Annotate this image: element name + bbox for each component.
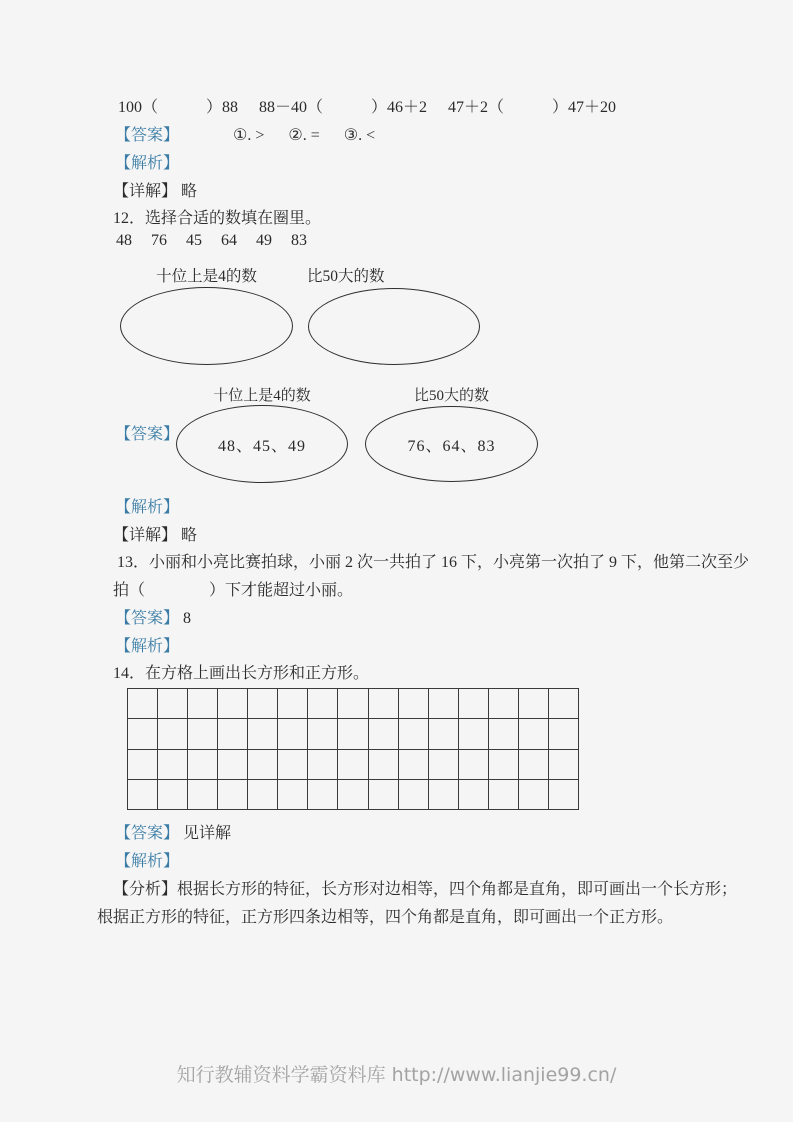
grid-cell[interactable] [128, 719, 158, 749]
grid-cell[interactable] [308, 750, 338, 780]
q14-grid[interactable] [127, 688, 579, 810]
q11-analysis-label: 【解析】 [115, 155, 180, 172]
grid-cell[interactable] [128, 780, 158, 810]
analysis-text: 根据长方形的特征，长方形对边相等，四个角都是直角，即可画出一个长方形； [177, 881, 738, 898]
number-option: 45 [186, 232, 202, 249]
comparison-item: 100（ ）88 [118, 99, 239, 116]
grid-cell[interactable] [399, 719, 429, 749]
comparison-item: 47＋2（ ）47＋20 [448, 99, 617, 116]
grid-cell[interactable] [278, 750, 308, 780]
q11-compare-row [118, 94, 616, 117]
answer-item: ②. = [288, 127, 320, 144]
q12-circle1-label: 十位上是4的数 [156, 268, 257, 285]
q13-text-line1: 13．小丽和小亮比赛拍球，小丽 2 次一共拍了 16 下，小亮第一次拍了 9 下，他第二次至少 [117, 554, 750, 571]
grid-cell[interactable] [429, 689, 459, 719]
grid-cell[interactable] [429, 719, 459, 749]
grid-cell[interactable] [429, 780, 459, 810]
grid-cell[interactable] [399, 689, 429, 719]
grid-cell[interactable] [278, 719, 308, 749]
grid-cell[interactable] [188, 780, 218, 810]
q12-answer-circle1 [176, 405, 348, 483]
grid-cell[interactable] [489, 719, 519, 749]
grid-cell[interactable] [248, 780, 278, 810]
detail-text: 略 [181, 183, 198, 200]
q13-analysis-label: 【解析】 [115, 638, 180, 655]
grid-cell[interactable] [278, 780, 308, 810]
grid-cell[interactable] [519, 750, 549, 780]
grid-cell[interactable] [158, 750, 188, 780]
answer-item: ③. < [343, 127, 376, 144]
grid-cell[interactable] [248, 689, 278, 719]
grid-cell[interactable] [338, 750, 368, 780]
grid-cell[interactable] [128, 689, 158, 719]
grid-cell[interactable] [128, 750, 158, 780]
grid-cell[interactable] [369, 750, 399, 780]
grid-cell[interactable] [489, 750, 519, 780]
answer-item: ①. > [233, 127, 265, 144]
grid-cell[interactable] [519, 780, 549, 810]
grid-cell[interactable] [459, 689, 489, 719]
grid-cell[interactable] [519, 689, 549, 719]
answer-label: 【答案】 [115, 610, 180, 627]
grid-cell[interactable] [188, 719, 218, 749]
grid-cell[interactable] [369, 780, 399, 810]
grid-cell[interactable] [308, 719, 338, 749]
q12-answer-circle2-label: 比50大的数 [413, 388, 489, 404]
q14-analysis-line2: 根据正方形的特征，正方形四条边相等，四个角都是直角，即可画出一个正方形。 [97, 909, 674, 926]
answer-circle2-values: 76、64、83 [407, 437, 496, 455]
number-option: 48 [116, 232, 132, 249]
grid-cell[interactable] [248, 719, 278, 749]
q12-analysis-label: 【解析】 [115, 499, 180, 516]
q13-answer-row [115, 605, 191, 628]
q12-circle2-label: 比50大的数 [307, 268, 385, 285]
grid-cell[interactable] [338, 689, 368, 719]
grid-cell[interactable] [489, 689, 519, 719]
grid-cell[interactable] [218, 780, 248, 810]
grid-cell[interactable] [399, 750, 429, 780]
grid-cell[interactable] [308, 689, 338, 719]
grid-cell[interactable] [549, 719, 579, 749]
grid-cell[interactable] [459, 750, 489, 780]
grid-cell[interactable] [429, 750, 459, 780]
answer-label: 【答案】 [115, 825, 180, 842]
grid-cell[interactable] [278, 689, 308, 719]
detail-text: 略 [181, 527, 198, 544]
answer-label: 【答案】 [115, 127, 180, 144]
q12-empty-circle1[interactable] [120, 287, 293, 365]
page-footer: 知行教辅资料学霸资料库 http://www.lianjie99.cn/ [176, 1064, 617, 1086]
grid-cell[interactable] [519, 719, 549, 749]
grid-cell[interactable] [549, 689, 579, 719]
grid-cell[interactable] [158, 719, 188, 749]
grid-cell[interactable] [308, 780, 338, 810]
answer-value: 见详解 [183, 825, 232, 842]
detail-label: 【详解】 [113, 183, 178, 200]
grid-cell[interactable] [369, 719, 399, 749]
number-option: 64 [221, 232, 237, 249]
grid-cell[interactable] [489, 780, 519, 810]
grid-cell[interactable] [459, 780, 489, 810]
grid-cell[interactable] [248, 750, 278, 780]
grid-cell[interactable] [188, 750, 218, 780]
grid-cell[interactable] [399, 780, 429, 810]
answer-value: 8 [183, 610, 192, 627]
grid-cell[interactable] [158, 689, 188, 719]
number-option: 83 [291, 232, 307, 249]
q14-answer-row [115, 820, 231, 843]
grid-cell[interactable] [549, 750, 579, 780]
q12-detail-row [113, 522, 197, 545]
q12-title: 12．选择合适的数填在圈里。 [113, 210, 322, 227]
grid-cell[interactable] [338, 719, 368, 749]
grid-cell[interactable] [369, 689, 399, 719]
q14-analysis-line1 [113, 876, 737, 899]
q14-analysis-label: 【解析】 [115, 853, 180, 870]
answer-circle1-values: 48、45、49 [217, 437, 306, 455]
detail-label: 【详解】 [113, 527, 178, 544]
grid-cell[interactable] [158, 780, 188, 810]
q12-answer-circle2 [365, 406, 538, 482]
grid-cell[interactable] [218, 719, 248, 749]
number-option: 76 [151, 232, 167, 249]
grid-cell[interactable] [218, 750, 248, 780]
q11-detail-row [113, 178, 197, 201]
grid-cell[interactable] [218, 689, 248, 719]
grid-cell[interactable] [549, 780, 579, 810]
grid-cell[interactable] [188, 689, 218, 719]
q13-text-line2: 拍（ ）下才能超过小丽。 [113, 582, 354, 599]
grid-cell[interactable] [338, 780, 368, 810]
number-option: 49 [256, 232, 272, 249]
q11-answer-row [115, 122, 375, 145]
comparison-item: 88－40（ ）46＋2 [259, 99, 428, 116]
q12-empty-circle2[interactable] [308, 288, 480, 365]
grid-cell[interactable] [459, 719, 489, 749]
q12-answer-circle1-label: 十位上是4的数 [213, 388, 311, 404]
fenxi-label: 【分析】 [113, 881, 178, 898]
q12-answer-label: 【答案】 [115, 426, 180, 443]
q14-title: 14．在方格上画出长方形和正方形。 [113, 665, 370, 682]
q12-number-bank [116, 232, 307, 250]
